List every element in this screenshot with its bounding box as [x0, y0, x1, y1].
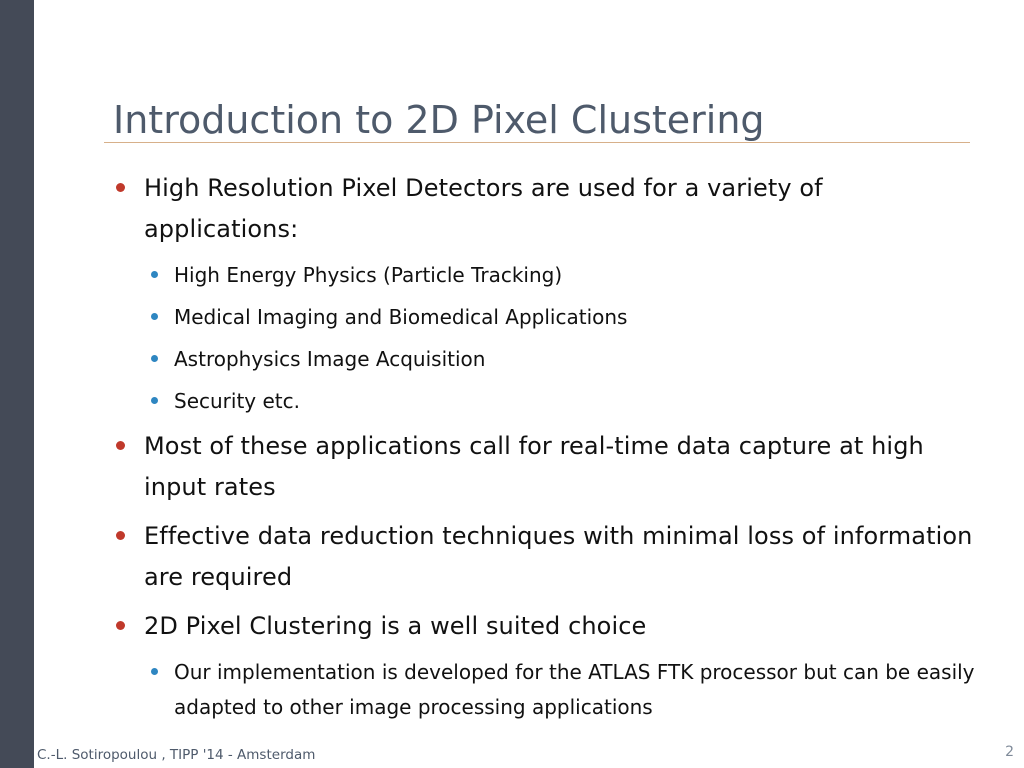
bullet-dot-icon: [116, 621, 125, 630]
sub-bullet-list: [113, 258, 983, 418]
sub-bullet-dot-icon: [151, 355, 158, 362]
sub-bullet-text: Security etc.: [174, 389, 300, 413]
sub-bullet-item: [113, 342, 983, 376]
bullet-text: Effective data reduction techniques with minimal loss of information are required: [144, 522, 973, 591]
bullet-text: High Resolution Pixel Detectors are used for a variety of applications:: [144, 174, 823, 243]
bullet-text: Most of these applications call for real-time data capture at high input rates: [144, 432, 924, 501]
sub-bullet-text: Medical Imaging and Biomedical Applications: [174, 305, 628, 329]
bullet-dot-icon: [116, 531, 125, 540]
title-underline: [104, 142, 970, 143]
sub-bullet-item: [113, 384, 983, 418]
sub-bullet-dot-icon: [151, 271, 158, 278]
bullet-text: 2D Pixel Clustering is a well suited choice: [144, 612, 647, 640]
sub-bullet-dot-icon: [151, 313, 158, 320]
sub-bullet-item: [113, 655, 983, 725]
bullet-item: [113, 168, 983, 250]
bullet-item: [113, 516, 983, 598]
bullet-dot-icon: [116, 441, 125, 450]
slide-title: Introduction to 2D Pixel Clustering: [113, 98, 765, 142]
sub-bullet-text: Astrophysics Image Acquisition: [174, 347, 486, 371]
sub-bullet-list: [113, 655, 983, 725]
slide-footer: C.-L. Sotiropoulou , TIPP '14 - Amsterdam: [37, 747, 316, 763]
sub-bullet-text: Our implementation is developed for the ATLAS FTK processor but can be easily adapted to other image processing applications: [174, 660, 975, 719]
slide-page-number: 2: [1005, 744, 1014, 760]
slide-content: [113, 168, 983, 733]
sub-bullet-dot-icon: [151, 668, 158, 675]
sub-bullet-item: [113, 300, 983, 334]
sub-bullet-dot-icon: [151, 397, 158, 404]
sub-bullet-text: High Energy Physics (Particle Tracking): [174, 263, 563, 287]
sub-bullet-item: [113, 258, 983, 292]
bullet-item: [113, 426, 983, 508]
bullet-item: [113, 606, 983, 647]
bullet-dot-icon: [116, 183, 125, 192]
side-accent-bar: [0, 0, 34, 768]
